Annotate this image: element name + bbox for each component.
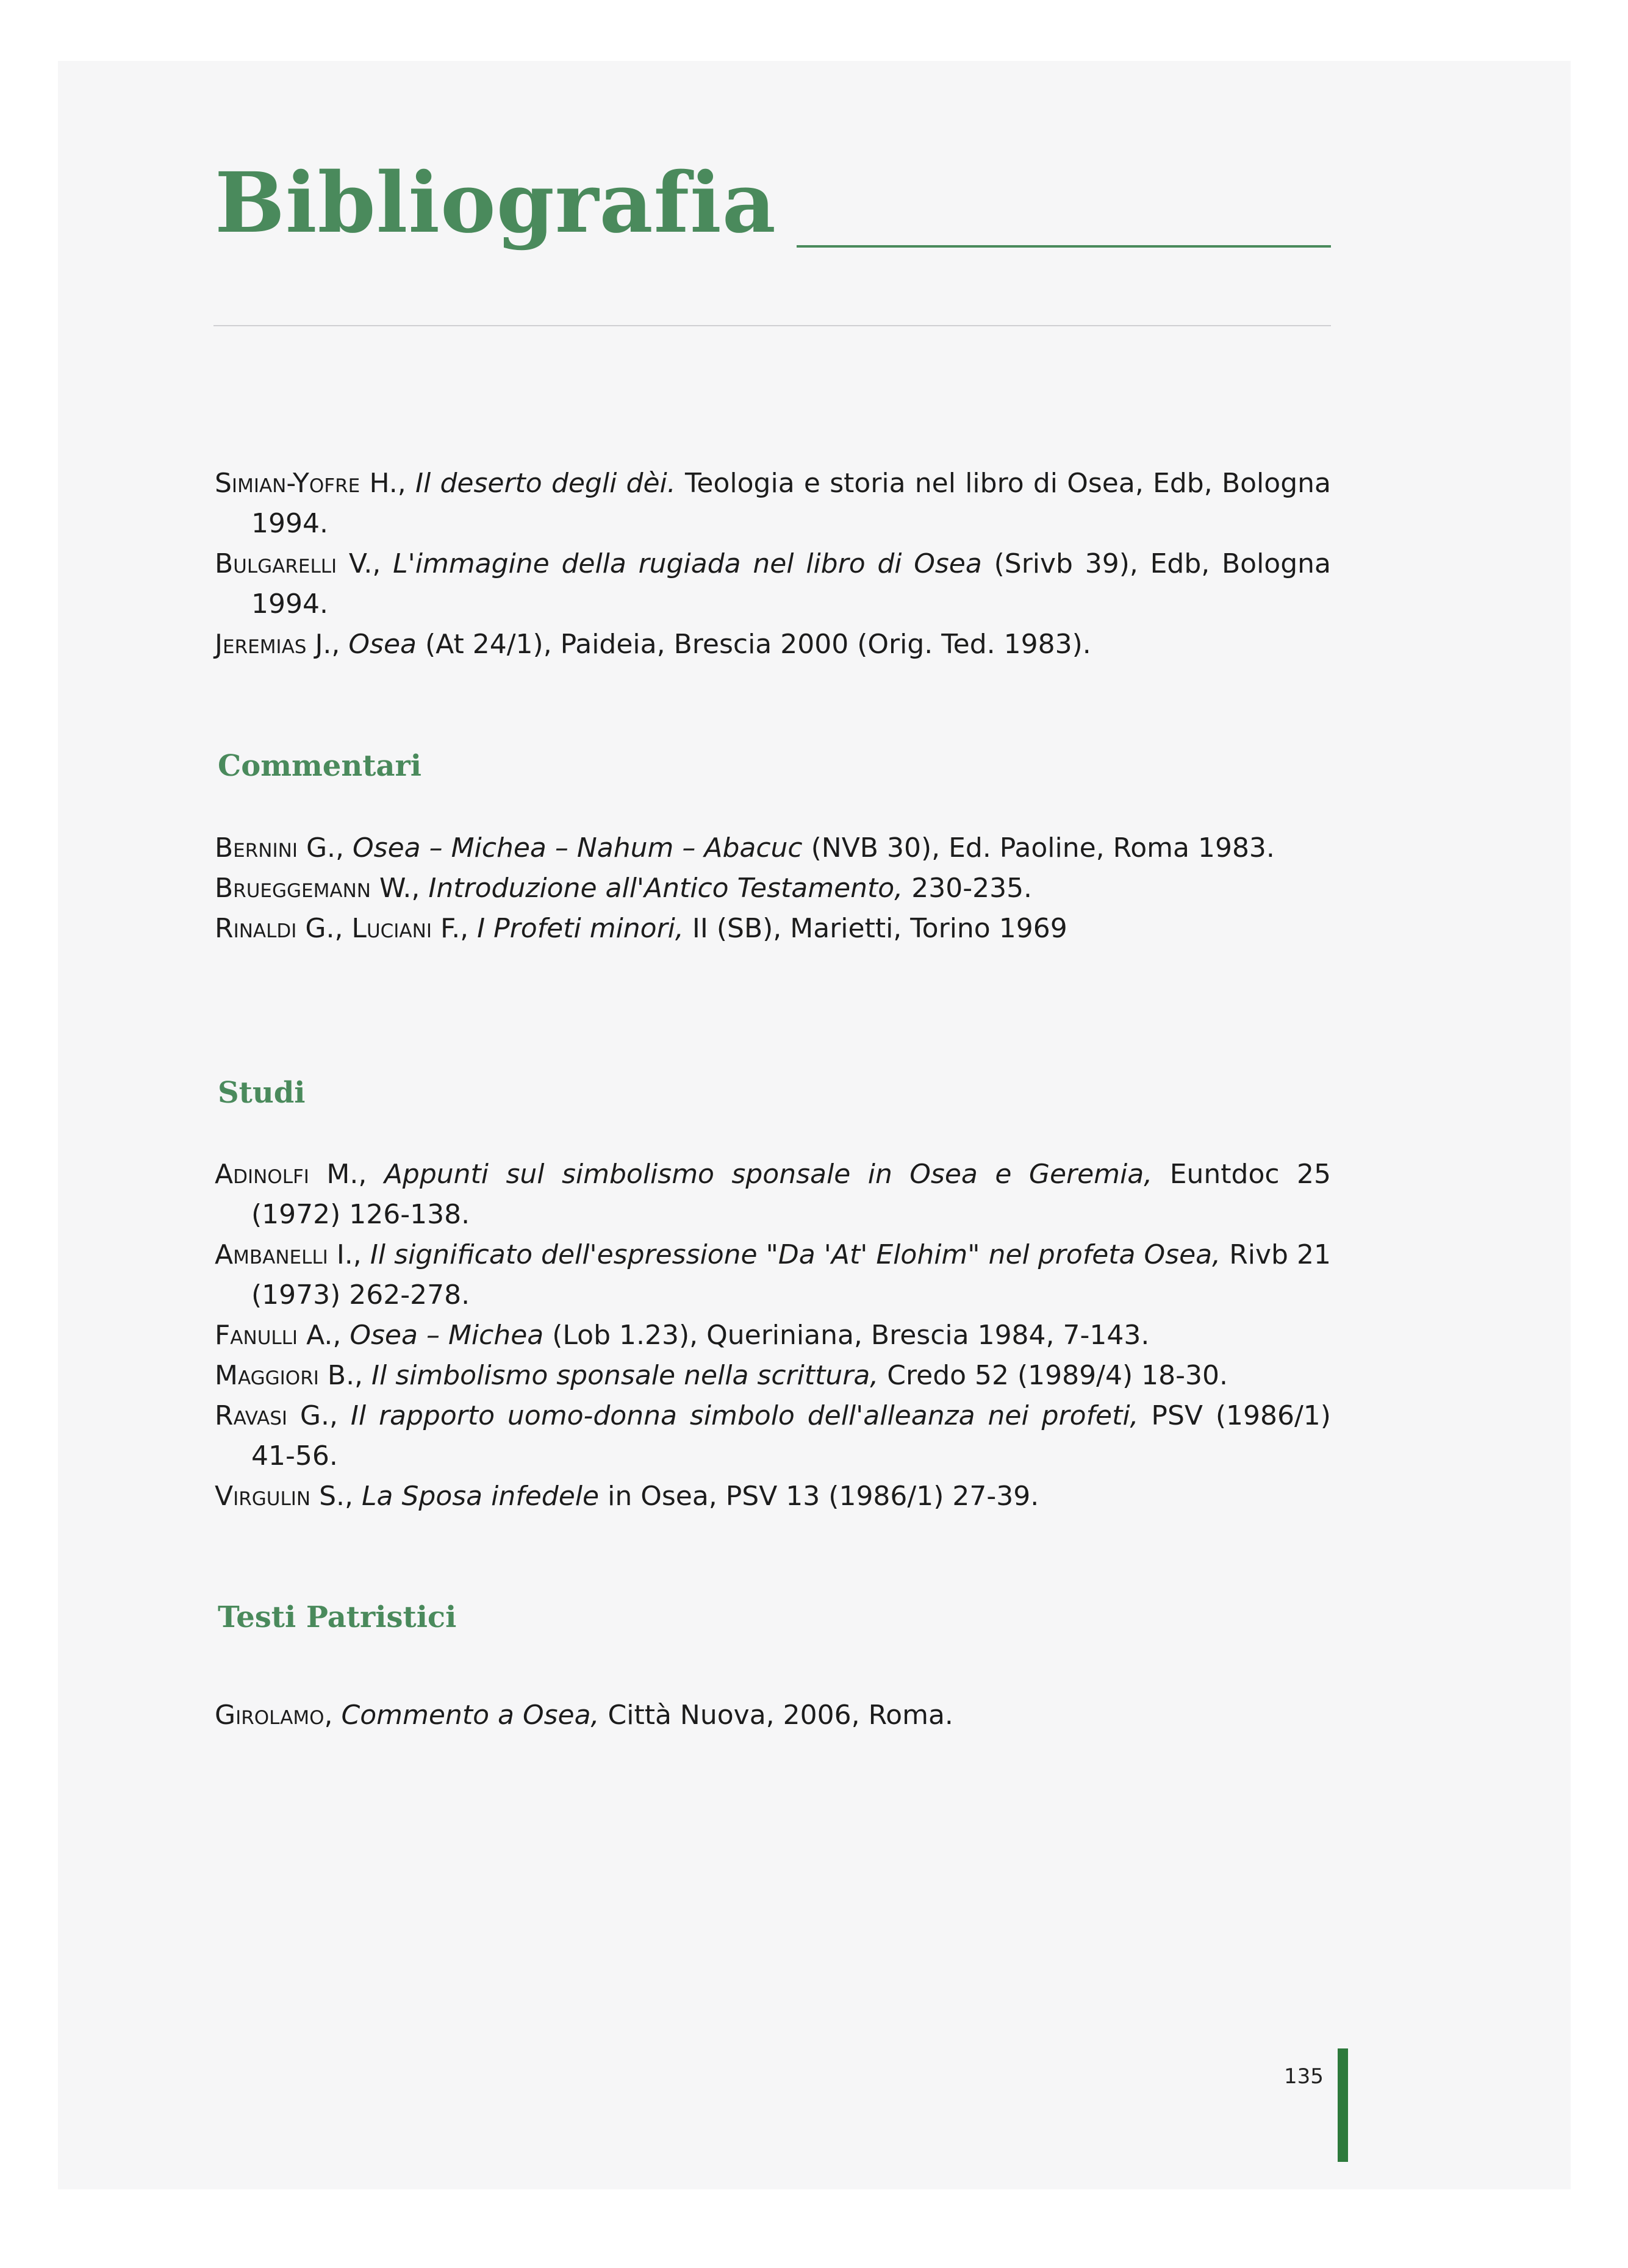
- entry-author: Brueggemann W.,: [215, 873, 420, 904]
- entry-work: Appunti sul simbolismo sponsale in Osea e Geremia,: [384, 1159, 1153, 1190]
- bibliography-entry: [215, 624, 1331, 665]
- page-background: [58, 61, 1571, 2189]
- entry-author: Bernini G.,: [215, 832, 345, 864]
- entry-details: (Srivb 39), Edb, Bologna 1994.: [251, 548, 1331, 620]
- entry-work: I Profeti minori,: [477, 913, 684, 944]
- bibliography-entry: [215, 1154, 1331, 1235]
- entry-details: PSV (1986/1) 41-56.: [251, 1400, 1331, 1472]
- entry-author: Fanulli A.,: [215, 1320, 342, 1351]
- bibliography-entry: [215, 544, 1331, 624]
- entry-details: 230-235.: [911, 873, 1033, 904]
- page-number: 135: [1284, 2064, 1324, 2089]
- entry-work: La Sposa infedele: [362, 1481, 600, 1512]
- studi-list: [215, 1154, 1331, 1517]
- commentari-list: [215, 828, 1331, 949]
- page-marker-bar: [1338, 2048, 1348, 2162]
- entry-work: Il deserto degli dèi.: [415, 468, 676, 499]
- section-heading-commentari: Commentari: [218, 749, 422, 783]
- entry-author: Jeremias J.,: [215, 629, 340, 660]
- entry-author: Girolamo,: [215, 1700, 333, 1731]
- entry-work: Osea: [348, 629, 417, 660]
- entry-author: Bulgarelli V.,: [215, 548, 381, 579]
- bibliography-entry: [215, 1235, 1331, 1315]
- bibliography-entry: [215, 828, 1331, 868]
- entry-details: (Lob 1.23), Queriniana, Brescia 1984, 7-143.: [552, 1320, 1150, 1351]
- entry-work: Il rapporto uomo-donna simbolo dell'alleanza nei profeti,: [350, 1400, 1139, 1431]
- entry-details: Teologia e storia nel libro di Osea, Edb, Bologna 1994.: [251, 468, 1331, 539]
- entry-details: Città Nuova, 2006, Roma.: [608, 1700, 953, 1731]
- entry-author: Rinaldi G., Luciani F.,: [215, 913, 469, 944]
- bibliography-entry: [215, 463, 1331, 544]
- title-rule: [797, 245, 1331, 248]
- entry-details: (NVB 30), Ed. Paoline, Roma 1983.: [811, 832, 1275, 864]
- bibliography-entry: [215, 909, 1331, 949]
- header-divider: [213, 325, 1331, 326]
- entry-work: Il significato dell'espressione "Da 'At' Elohim" nel profeta Osea,: [370, 1239, 1221, 1270]
- bibliography-entry: [215, 1356, 1331, 1396]
- patristici-list: [215, 1695, 1331, 1736]
- entry-author: Simian-Yofre H.,: [215, 468, 406, 499]
- entry-work: Il simbolismo sponsale nella scrittura,: [371, 1360, 879, 1391]
- entry-details: II (SB), Marietti, Torino 1969: [692, 913, 1067, 944]
- entry-author: Ravasi G.,: [215, 1400, 338, 1431]
- bibliography-entry: [215, 1315, 1331, 1356]
- entry-details: Euntdoc 25 (1972) 126-138.: [251, 1159, 1332, 1230]
- entry-work: Introduzione all'Antico Testamento,: [428, 873, 903, 904]
- entry-author: Adinolfi M.,: [215, 1159, 367, 1190]
- entry-details: (At 24/1), Paideia, Brescia 2000 (Orig. Ted. 1983).: [425, 629, 1091, 660]
- page-title: Bibliografia: [215, 154, 776, 252]
- entry-work: Osea – Michea: [350, 1320, 544, 1351]
- bibliography-entry: [215, 1476, 1331, 1517]
- bibliography-entry: [215, 868, 1331, 909]
- section-heading-patristici: Testi Patristici: [218, 1600, 457, 1634]
- general-bibliography: [215, 463, 1331, 665]
- entry-work: Commento a Osea,: [341, 1700, 600, 1731]
- bibliography-entry: [215, 1396, 1331, 1476]
- entry-details: Credo 52 (1989/4) 18-30.: [887, 1360, 1228, 1391]
- entry-work: Osea – Michea – Nahum – Abacuc: [353, 832, 803, 864]
- section-heading-studi: Studi: [218, 1076, 306, 1110]
- entry-author: Ambanelli I.,: [215, 1239, 362, 1270]
- entry-details: in Osea, PSV 13 (1986/1) 27-39.: [608, 1481, 1039, 1512]
- entry-work: L'immagine della rugiada nel libro di Osea: [393, 548, 982, 579]
- entry-author: Virgulin S.,: [215, 1481, 353, 1512]
- entry-details: Rivb 21 (1973) 262-278.: [251, 1239, 1331, 1311]
- entry-author: Maggiori B.,: [215, 1360, 364, 1391]
- bibliography-entry: [215, 1695, 1331, 1736]
